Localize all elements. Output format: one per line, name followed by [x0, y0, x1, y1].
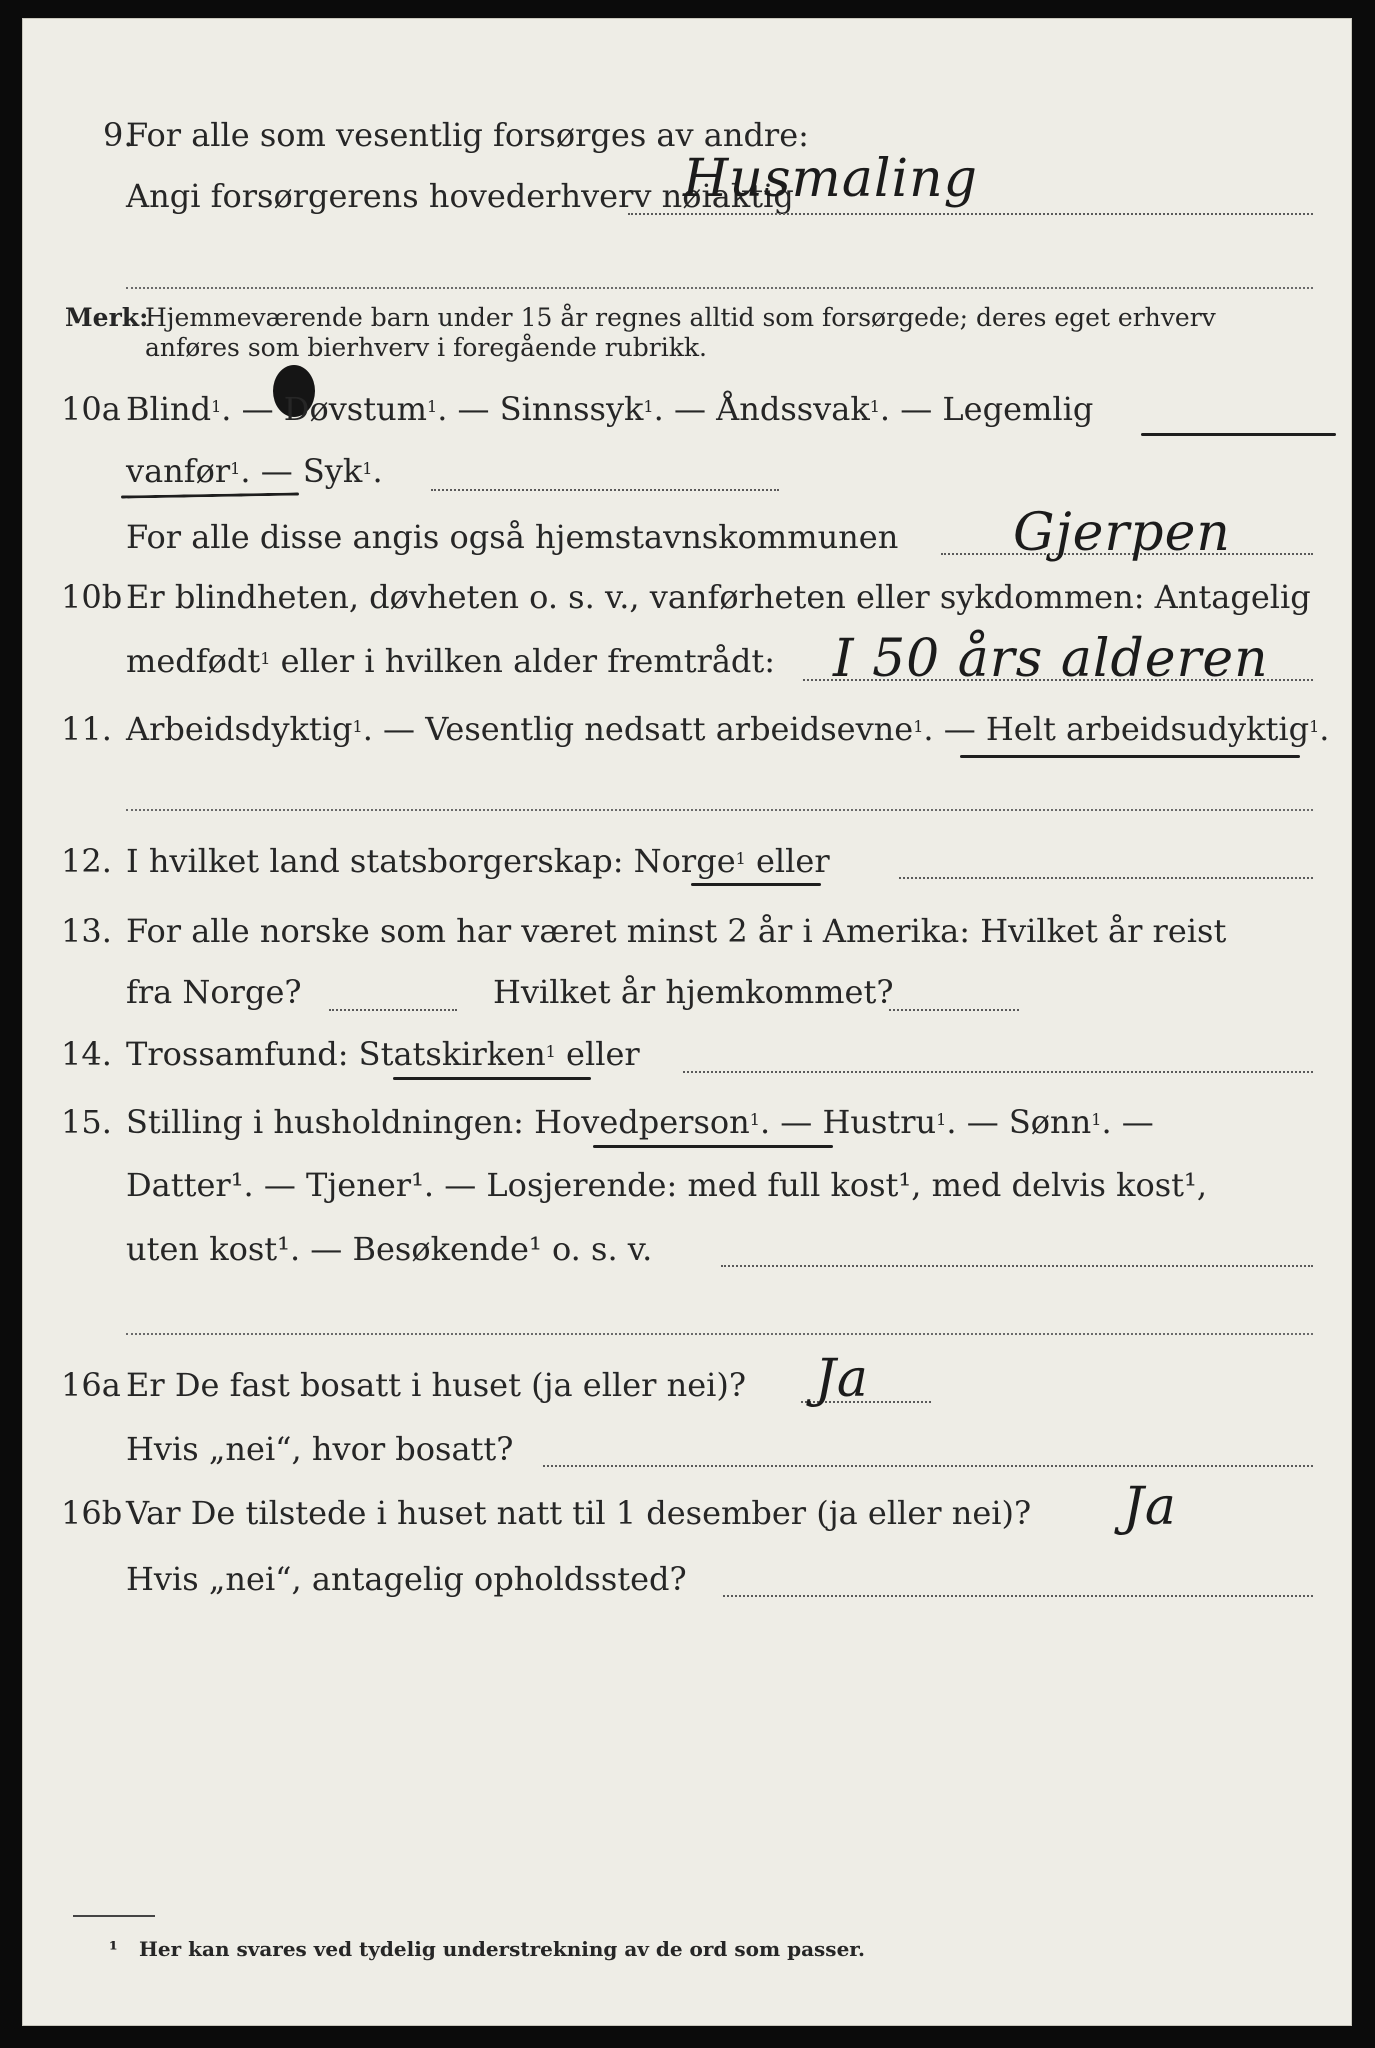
helt-underline: [960, 755, 1300, 758]
q10b-answer: I 50 års alderen: [833, 629, 1269, 689]
q11-extra-line: [126, 809, 1313, 811]
q13-number: 13.: [61, 912, 112, 950]
q10b-number: 10b: [61, 578, 123, 616]
q9-extra-line: [126, 287, 1313, 289]
q13-line1: For alle norske som har været minst 2 år i Amerika: Hvilket år reist: [126, 912, 1227, 950]
q9-number: 9.: [103, 116, 134, 154]
statskirken-word: Statskirken: [358, 1035, 546, 1073]
footnote-text: Her kan svares ved tydelig understrekning av de ord som passer.: [139, 1937, 865, 1961]
q16a-answer: Ja: [815, 1349, 869, 1409]
footnote-rule: [73, 1915, 155, 1917]
hovedperson-underline: [593, 1145, 833, 1148]
q16b-line2: Hvis „nei“, antagelig opholdssted?: [126, 1560, 687, 1598]
q15-line2: Datter¹. — Tjener¹. — Losjerende: med full kost¹, med delvis kost¹,: [126, 1166, 1208, 1204]
q14-number: 14.: [61, 1035, 112, 1073]
helt-word: Helt arbeidsudyktig: [985, 710, 1310, 748]
q16b-answer: Ja: [1123, 1477, 1177, 1537]
q10a-syk-line: [431, 489, 779, 491]
footnote-mark: ¹: [109, 1937, 118, 1961]
q14-line: Trossamfund: Statskirken$^1$ eller: [126, 1035, 640, 1073]
legemlig-underline: [1141, 433, 1336, 436]
q13-hjem-line: [889, 1009, 1019, 1011]
q10a-line1: Blind$^1$. — Døvstum$^1$. — Sinnssyk$^1$. — Åndssvak$^1$. — Legemlig: [126, 390, 1094, 428]
merk-label: Merk:: [65, 303, 149, 332]
q15-number: 15.: [61, 1103, 112, 1141]
q11-line1: Arbeidsdyktig$^1$. — Vesentlig nedsatt arbeidsevne$^1$. — Helt arbeidsudyktig$^1$.: [126, 710, 1330, 748]
q16a-bosatt-line: [543, 1465, 1313, 1467]
statskirken-underline: [393, 1077, 591, 1080]
q15-answer-line: [721, 1265, 1313, 1267]
q16a-line2: Hvis „nei“, hvor bosatt?: [126, 1430, 514, 1468]
q16a-line1: Er De fast bosatt i huset (ja eller nei)?: [126, 1366, 747, 1404]
q9-answer: Husmaling: [683, 149, 978, 209]
q12-number: 12.: [61, 842, 112, 880]
q13-reist-line: [329, 1009, 457, 1011]
q14-answer-line: [683, 1071, 1313, 1073]
q16a-number: 16a: [61, 1366, 121, 1404]
q13-line2a: fra Norge?: [126, 973, 302, 1011]
q10b-line2: medfødt$^1$ eller i hvilken alder fremtrådt:: [126, 642, 776, 680]
merk-line2: anføres som bierhverv i foregående rubrikk.: [145, 333, 707, 362]
q10a-answer: Gjerpen: [1013, 503, 1231, 563]
q10a-line2: vanfør$^1$. — Syk$^1$.: [126, 452, 383, 490]
q9-line2: Angi forsørgerens hovederhverv nøiaktig: [126, 177, 794, 215]
q10a-number: 10a: [61, 390, 121, 428]
hovedperson-word: Hovedperson: [534, 1103, 750, 1141]
q10a-line3: For alle disse angis også hjemstavnskommunen: [126, 518, 899, 556]
merk-line1: Hjemmeværende barn under 15 år regnes alltid som forsørgede; deres eget erhverv: [145, 303, 1216, 332]
q16b-line1: Var De tilstede i huset natt til 1 desember (ja eller nei)?: [126, 1494, 1032, 1532]
q16b-opholdssted-line: [723, 1595, 1313, 1597]
q12-line: I hvilket land statsborgerskap: Norge$^1$ eller: [126, 842, 830, 880]
vanfor-word: vanfør: [126, 452, 231, 490]
q13-line2b: Hvilket år hjemkommet?: [493, 973, 894, 1011]
census-form-page: [22, 18, 1352, 2026]
norge-underline: [691, 883, 821, 886]
q10b-line1: Er blindheten, døvheten o. s. v., vanførheten eller sykdommen: Antagelig: [126, 578, 1311, 616]
vanfor-underline: [121, 492, 299, 498]
q15-extra-line: [126, 1333, 1313, 1335]
q9-line1: For alle som vesentlig forsørges av andre:: [126, 116, 809, 154]
q11-number: 11.: [61, 710, 112, 748]
q12-line-answer: [899, 877, 1313, 879]
norge-word: Norge: [633, 842, 736, 880]
legemlig-word: Legemlig: [942, 390, 1094, 428]
q16b-number: 16b: [61, 1494, 123, 1532]
q9-answer-line: [628, 213, 1313, 215]
q15-line1: Stilling i husholdningen: Hovedperson$^1$. — Hustru$^1$. — Sønn$^1$. —: [126, 1103, 1154, 1141]
q15-line3: uten kost¹. — Besøkende¹ o. s. v.: [126, 1230, 653, 1268]
